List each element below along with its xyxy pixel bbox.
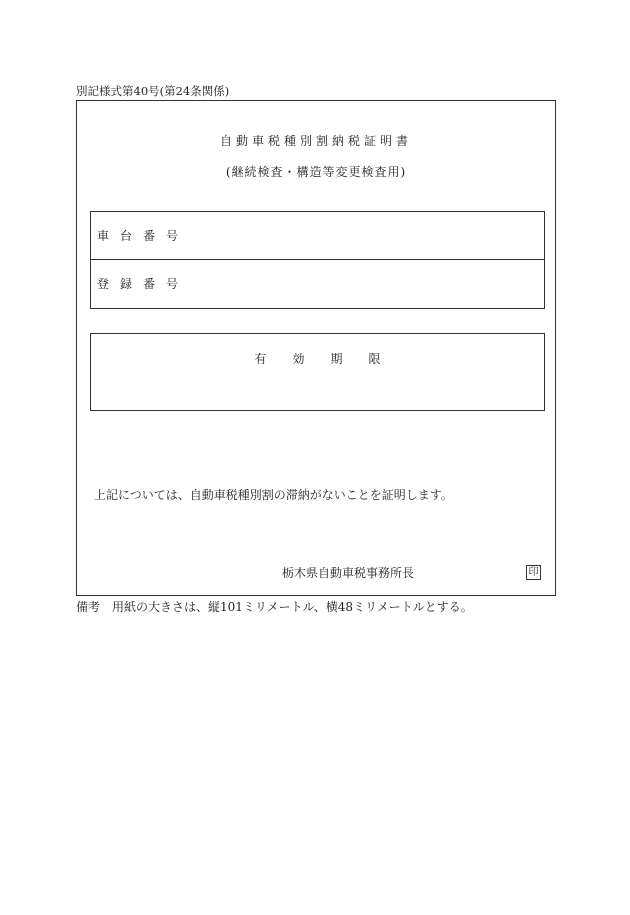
registration-number-row <box>91 260 544 308</box>
remarks <box>76 599 473 615</box>
remarks-text: 用紙の大きさは、縦101ミリメートル、横48ミリメートルとする。 <box>112 600 473 614</box>
certificate-frame <box>76 100 556 596</box>
certificate-title: 自動車税種別割納税証明書 <box>219 134 412 148</box>
seal-mark: 印 <box>526 565 541 580</box>
chassis-number-row <box>91 212 544 260</box>
certification-statement: 上記については、自動車税種別割の滞納がないことを証明します。 <box>94 488 453 502</box>
chassis-number-label: 車台番号 <box>97 229 190 243</box>
issuer-name: 栃木県自動車税事務所長 <box>282 566 415 580</box>
form-number-label: 別記様式第40号(第24条関係) <box>76 84 230 98</box>
validity-period-box <box>90 333 545 411</box>
validity-period-heading: 有効期限 <box>254 352 407 366</box>
registration-number-label: 登録番号 <box>97 277 190 291</box>
vehicle-info-table <box>90 211 545 309</box>
certificate-subtitle: (継続検査・構造等変更検査用) <box>225 165 407 179</box>
remarks-label: 備考 <box>76 600 101 614</box>
